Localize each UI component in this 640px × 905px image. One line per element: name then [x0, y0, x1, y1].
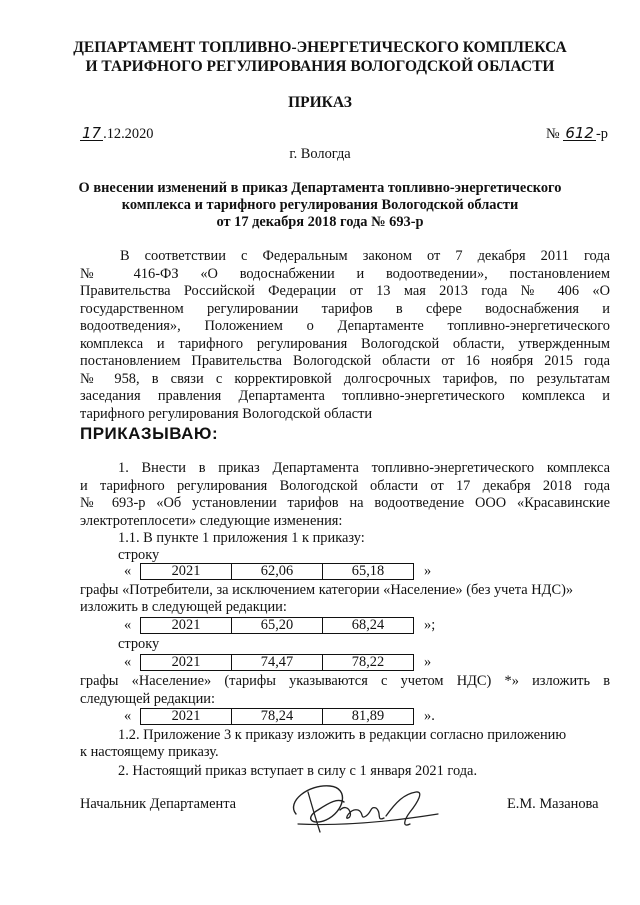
preamble-paragraph — [80, 248, 610, 423]
tariff-value-cell: 81,89 — [323, 709, 414, 725]
tariff-year-cell: 2021 — [141, 655, 232, 671]
graph1-text-line2: изложить в следующей редакции: — [80, 599, 287, 615]
subitem-1-2-line1: 1.2. Приложение 3 к приказу изложить в редакции согласно приложению — [118, 727, 567, 743]
date-month-year: .12.2020 — [103, 126, 154, 142]
subject-title-line3: от 17 декабря 2018 года № 693-р — [216, 214, 424, 230]
tariff-row-old-population — [140, 654, 414, 671]
subject-title-line2: комплекса и тарифного регулирования Вологодской области — [121, 197, 519, 213]
order-directive-word: ПРИКАЗЫВАЮ: — [80, 424, 219, 443]
tariff-row-new-population — [140, 708, 414, 725]
preamble-line: № 416-ФЗ «О водоснабжении и водоотведении», постановлением — [80, 265, 610, 282]
doc-type-title: ПРИКАЗ — [288, 94, 352, 111]
tariff-value-cell: 62,06 — [232, 564, 323, 580]
tariff-row-new-consumers — [140, 617, 414, 634]
item1-line: электротеплосети» следующие изменения: — [80, 512, 343, 529]
tariff-year-cell: 2021 — [141, 709, 232, 725]
preamble-line: № 958, в связи с корректировкой долгосрочных тарифов, по результатам — [80, 370, 610, 387]
quote-close-semicolon: »; — [424, 617, 436, 633]
item1-line: 1. Внести в приказ Департамента топливно-энергетического комплекса — [118, 460, 610, 476]
item1-line: № 693-р «Об установлении тарифов на водоотведение ООО «Красавинские — [80, 495, 610, 511]
org-name-line2: И ТАРИФНОГО РЕГУЛИРОВАНИЯ ВОЛОГОДСКОЙ ОБЛАСТИ — [85, 58, 555, 75]
tariff-value-cell: 74,47 — [232, 655, 323, 671]
handwritten-number: 612 — [565, 124, 594, 142]
tariff-year-cell: 2021 — [141, 618, 232, 634]
order-number — [546, 126, 608, 144]
subject-title-line1: О внесении изменений в приказ Департамента топливно-энергетического — [78, 180, 562, 196]
preamble-line: комплекса и тарифного регулирования Вологодской области, утвержденным — [80, 335, 610, 352]
item1-paragraph — [80, 460, 610, 530]
preamble-line: постановлением Правительства Вологодской области от 16 ноября 2015 года — [80, 353, 610, 369]
order-date — [80, 126, 153, 144]
handwritten-signature — [278, 772, 453, 842]
handwritten-day: 17 — [82, 124, 102, 142]
quote-close: » — [424, 563, 432, 579]
quote-open: « — [124, 563, 132, 579]
preamble-line: государственном регулировании тарифов в сфере водоснабжения и — [80, 300, 610, 317]
signatory-position: Начальник Департамента — [80, 796, 237, 812]
word-stroku-2: строку — [118, 636, 160, 652]
subitem-1-1: 1.1. В пункте 1 приложения 1 к приказу: — [118, 530, 365, 546]
item2-text: 2. Настоящий приказ вступает в силу с 1 января 2021 года. — [118, 763, 478, 779]
quote-open: « — [124, 654, 132, 670]
graph2-text-line1: графы «Население» (тарифы указываются с учетом НДС) *» изложить в — [80, 673, 610, 689]
quote-close-dot: ». — [424, 708, 435, 724]
quote-close: » — [424, 654, 432, 670]
tariff-value-cell: 78,22 — [323, 655, 414, 671]
tariff-row-old-consumers — [140, 563, 414, 580]
quote-open: « — [124, 708, 132, 724]
tariff-value-cell: 65,20 — [232, 618, 323, 634]
graph1-text-line1: графы «Потребители, за исключением категории «Население» (без учета НДС)» — [80, 582, 574, 598]
graph2-paragraph — [80, 673, 610, 708]
quote-open: « — [124, 617, 132, 633]
subitem-1-2-line2: к настоящему приказу. — [80, 744, 219, 760]
preamble-line: Правительства Российской Федерации от 13 мая 2013 года № 406 «О — [80, 283, 610, 299]
preamble-line: В соответствии с Федеральным законом от 7 декабря 2011 года — [120, 248, 610, 264]
city-name: г. Вологда — [289, 146, 351, 162]
tariff-value-cell: 78,24 — [232, 709, 323, 725]
number-sign: № — [546, 126, 560, 142]
preamble-line: водоотведения», Положением о Департаменте топливно-энергетического — [80, 318, 610, 334]
preamble-line: заседания правления Департамента топливно-энергетического комплекса и — [80, 388, 610, 404]
preamble-line: тарифного регулирования Вологодской области — [80, 405, 373, 422]
item1-line: и тарифного регулирования Вологодской области от 17 декабря 2018 года — [80, 477, 610, 494]
number-suffix: -р — [595, 126, 608, 142]
signatory-name: Е.М. Мазанова — [507, 796, 599, 812]
org-name-line1: ДЕПАРТАМЕНТ ТОПЛИВНО-ЭНЕРГЕТИЧЕСКОГО КОМПЛЕКСА — [73, 39, 567, 56]
tariff-value-cell: 68,24 — [323, 618, 414, 634]
word-stroku-1: строку — [118, 547, 160, 563]
graph2-text-line2: следующей редакции: — [80, 690, 215, 707]
tariff-value-cell: 65,18 — [323, 564, 414, 580]
tariff-year-cell: 2021 — [141, 564, 232, 580]
